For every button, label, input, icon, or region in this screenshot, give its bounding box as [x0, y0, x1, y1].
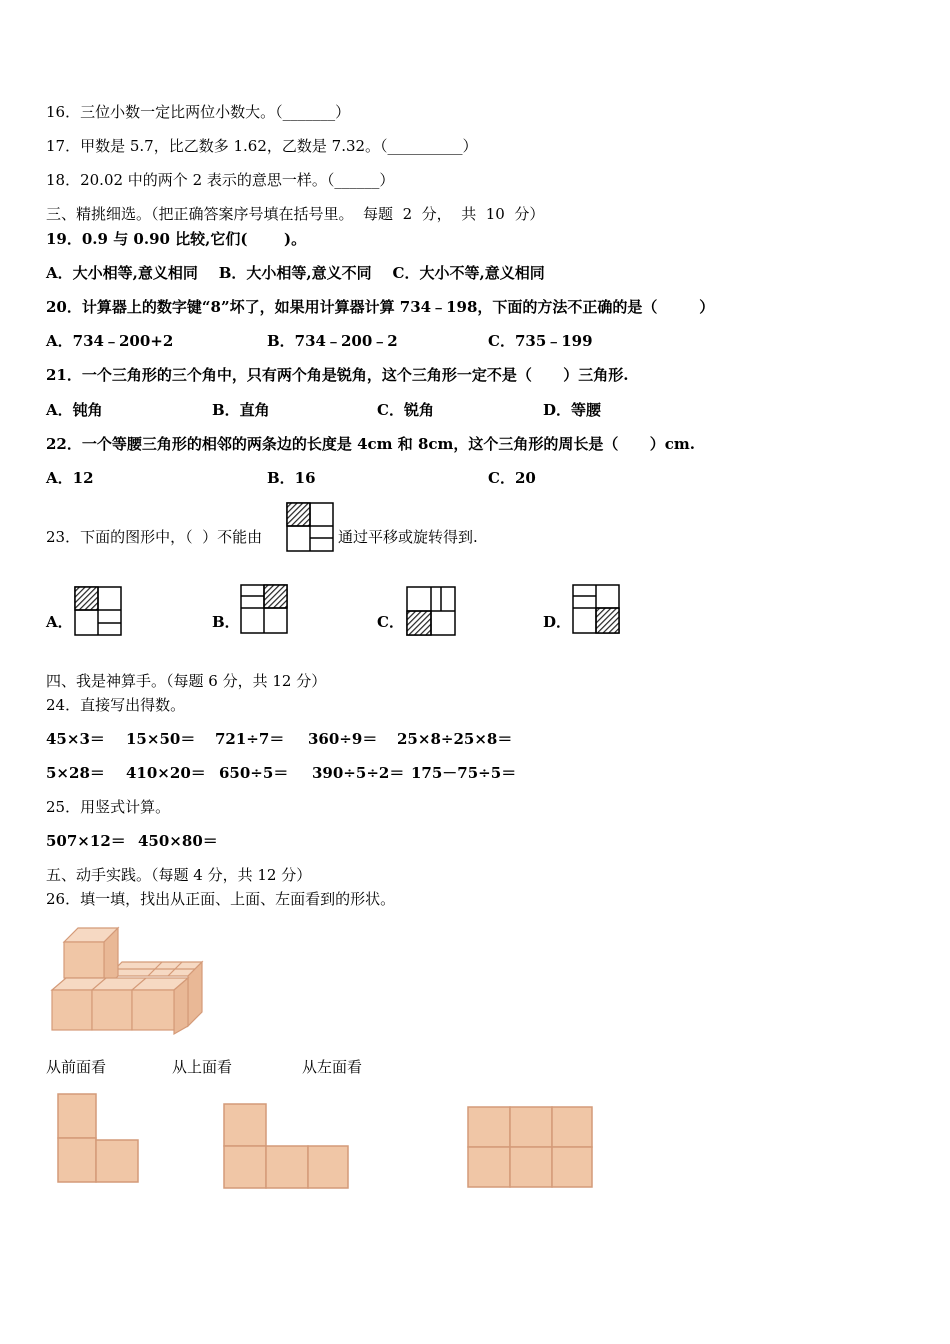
question-25: 25．用竖式计算。 [46, 798, 171, 816]
calc-item: 390÷5÷2＝ [312, 764, 405, 782]
question-23-option-c: C． [377, 613, 404, 631]
calc-item: 410×20＝ [126, 764, 206, 782]
question-21-option-d: D．等腰 [543, 401, 602, 419]
section-5-heading: 五、动手实践。（每题 4 分，共 12 分） [46, 866, 312, 884]
view-label-left: 从左面看 [302, 1058, 363, 1076]
calc-item: 5×28＝ [46, 764, 105, 782]
question-23-option-a: A． [46, 613, 73, 631]
section-4-heading: 四、我是神算手。（每题 6 分，共 12 分） [46, 672, 327, 690]
q23-figure-a[interactable] [74, 586, 122, 636]
question-20-option-a: A．734﹣200+2 [46, 332, 174, 350]
question-21: 21．一个三角形的三个角中，只有两个角是锐角，这个三角形一定不是（ ）三角形. [46, 366, 629, 384]
question-21-option-b: B．直角 [212, 401, 270, 419]
view-label-front: 从前面看 [46, 1058, 107, 1076]
q23-figure-d[interactable] [572, 584, 620, 634]
calc-item: 450×80＝ [138, 832, 218, 850]
question-22: 22．一个等腰三角形的相邻的两条边的长度是 4cm 和 8cm，这个三角形的周长是（ ）cm. [46, 435, 695, 453]
calc-item: 507×12＝ [46, 832, 126, 850]
section-3-heading: 三、精挑细选。（把正确答案序号填在括号里。 每题 2 分， 共 10 分） [46, 205, 545, 223]
q23-reference-figure [286, 502, 334, 552]
question-20-option-b: B．734﹣200﹣2 [267, 332, 398, 350]
cube-stack-illustration [48, 920, 208, 1038]
question-23-suffix: 通过平移或旋转得到. [338, 528, 478, 546]
question-20-option-c: C．735﹣199 [488, 332, 593, 350]
q23-figure-b[interactable] [240, 584, 288, 634]
calc-item: 15×50＝ [126, 730, 196, 748]
question-22-option-b: B．16 [267, 469, 316, 487]
question-19-options: A．大小相等,意义相同 B．大小相等,意义不同 C．大小不等,意义相同 [46, 264, 545, 282]
question-21-option-a: A．钝角 [46, 401, 103, 419]
question-17: 17．甲数是 5.7，比乙数多 1.62，乙数是 7.32。（__________） [46, 137, 478, 155]
q23-figure-c[interactable] [406, 586, 456, 636]
question-23-option-d: D． [543, 613, 572, 631]
calc-item: 360÷9＝ [308, 730, 378, 748]
calc-item: 45×3＝ [46, 730, 105, 748]
front-view-figure [56, 1092, 142, 1186]
calc-item: 175－75÷5＝ [411, 764, 517, 782]
top-view-figure [222, 1102, 352, 1190]
question-26: 26．填一填，找出从正面、上面、左面看到的形状。 [46, 890, 396, 908]
view-label-top: 从上面看 [172, 1058, 233, 1076]
question-16: 16．三位小数一定比两位小数大。（_______） [46, 103, 351, 121]
left-view-figure [466, 1105, 596, 1189]
question-22-option-a: A．12 [46, 469, 94, 487]
question-18: 18．20.02 中的两个 2 表示的意思一样。（______） [46, 171, 395, 189]
calc-item: 25×8÷25×8＝ [397, 730, 513, 748]
calc-item: 721÷7＝ [215, 730, 285, 748]
calc-item: 650÷5＝ [219, 764, 289, 782]
question-21-option-c: C．锐角 [377, 401, 434, 419]
question-23-prefix: 23．下面的图形中，（ ）不能由 [46, 528, 263, 546]
question-20: 20．计算器上的数字键“8”坏了，如果用计算器计算 734﹣198，下面的方法不正确的是（ ） [46, 298, 715, 316]
question-22-option-c: C．20 [488, 469, 536, 487]
question-19: 19．0.9 与 0.90 比较,它们( )。 [46, 230, 307, 248]
question-24: 24．直接写出得数。 [46, 696, 186, 714]
question-23-option-b: B． [212, 613, 240, 631]
